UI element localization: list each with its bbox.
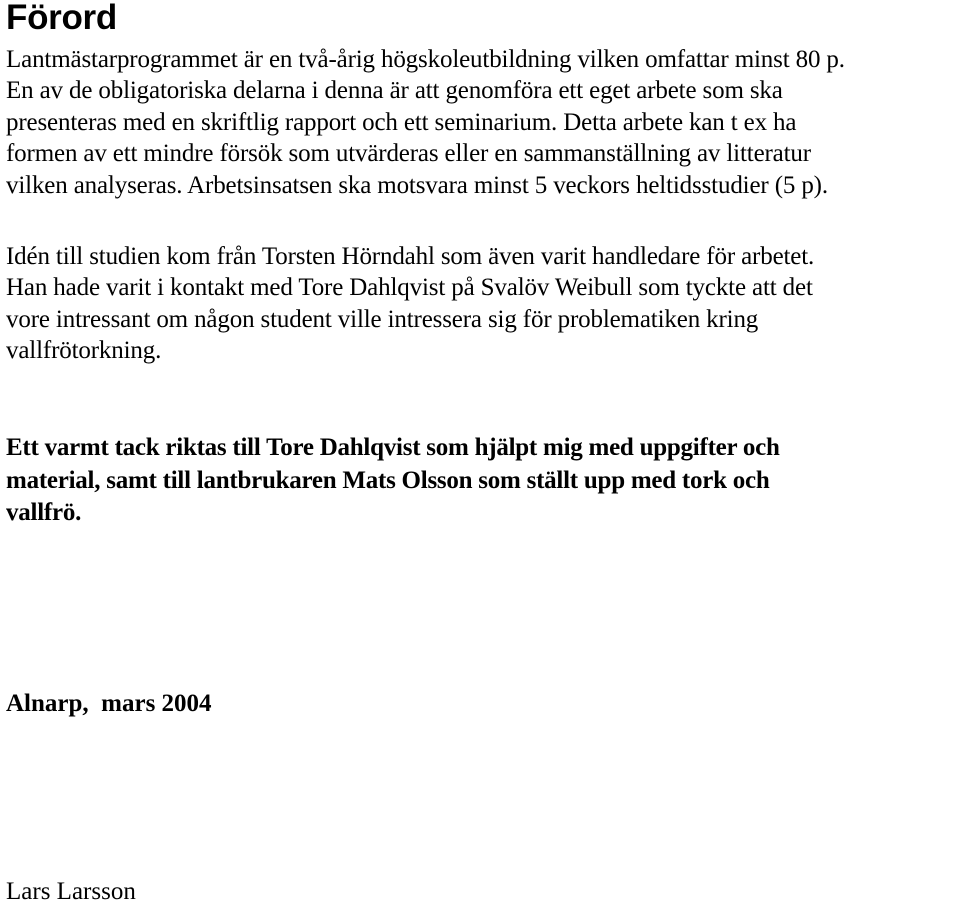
paragraph-origin bbox=[6, 241, 956, 367]
author-signature: Lars Larsson bbox=[6, 878, 136, 905]
paragraph-line: vilken analyseras. Arbetsinsatsen ska motsvara minst 5 veckors heltidsstudier (5 p). bbox=[6, 171, 828, 199]
paragraph-line: En av de obligatoriska delarna i denna är att genomföra ett eget arbete som ska bbox=[6, 77, 783, 105]
paragraph-line: Han hade varit i kontakt med Tore Dahlqvist på Svalöv Weibull som tyckte att det bbox=[6, 274, 813, 302]
paragraph-line: vallfrö. bbox=[6, 499, 82, 526]
paragraph-line: material, samt till lantbrukaren Mats Olsson som ställt upp med tork och bbox=[6, 466, 770, 494]
paragraph-acknowledgement bbox=[6, 432, 956, 530]
page-title: Förord bbox=[6, 0, 117, 37]
paragraph-line: Ett varmt tack riktas till Tore Dahlqvist som hjälpt mig med uppgifter och bbox=[6, 434, 780, 461]
paragraph-line: Lantmästarprogrammet är en två-årig högskoleutbildning vilken omfattar minst 80 p. bbox=[6, 46, 845, 73]
paragraph-line: vore intressant om någon student ville intressera sig för problematiken kring bbox=[6, 305, 759, 333]
paragraph-line: formen av ett mindre försök som utvärderas eller en sammanställning av litteratur bbox=[6, 140, 811, 168]
paragraph-intro bbox=[6, 44, 956, 201]
paragraph-line: vallfrötorkning. bbox=[6, 337, 162, 365]
paragraph-line: presenteras med en skriftlig rapport och ett seminarium. Detta arbete kan t ex ha bbox=[6, 108, 797, 136]
place-date: Alnarp, mars 2004 bbox=[6, 690, 212, 717]
paragraph-line: Idén till studien kom från Torsten Hörndahl som även varit handledare för arbetet. bbox=[6, 243, 815, 270]
